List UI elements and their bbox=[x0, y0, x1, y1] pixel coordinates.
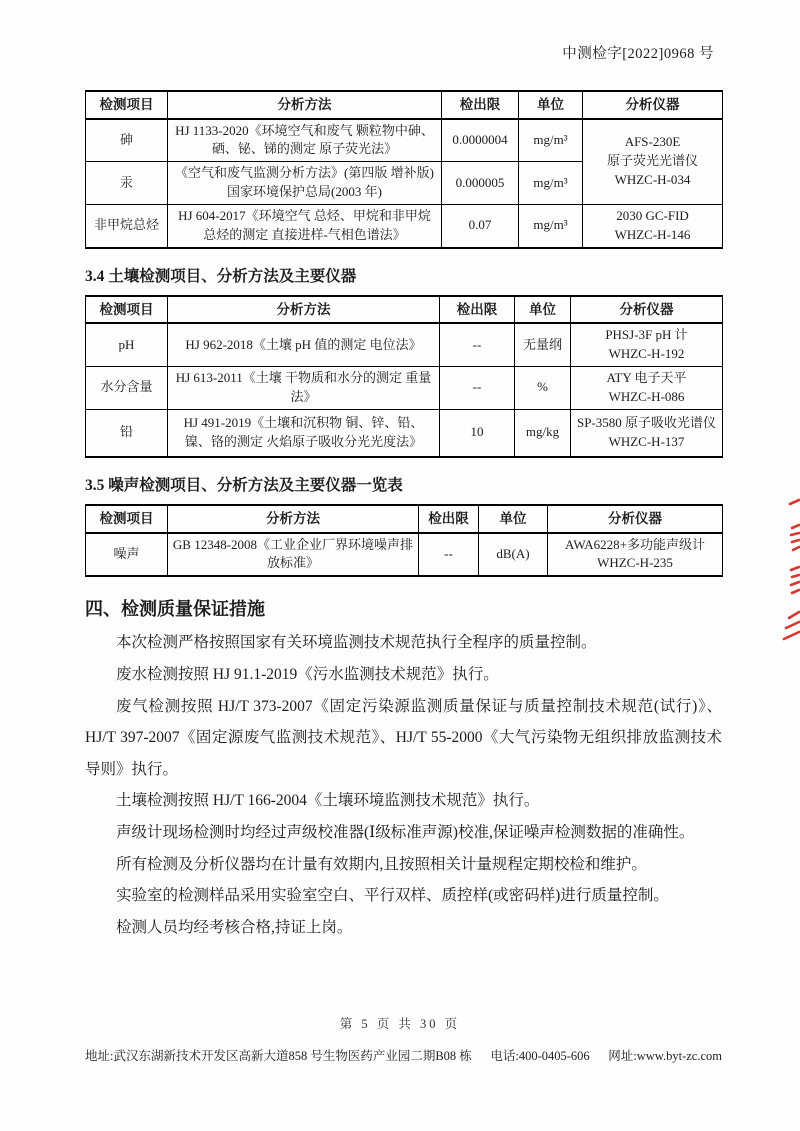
cell-limit: 0.0000004 bbox=[442, 119, 519, 162]
table-row bbox=[86, 366, 723, 409]
cell-limit: -- bbox=[440, 366, 515, 409]
col-header-instrument: 分析仪器 bbox=[548, 505, 723, 533]
cell-item: 砷 bbox=[86, 119, 168, 162]
cell-unit: 无量纲 bbox=[515, 323, 571, 366]
paragraph: 所有检测及分析仪器均在计量有效期内,且按照相关计量规程定期校检和维护。 bbox=[116, 855, 647, 873]
cell-instrument: PHSJ-3F pH 计 WHZC-H-192 bbox=[571, 323, 723, 366]
cell-item: 非甲烷总烃 bbox=[86, 204, 168, 247]
cell-unit: mg/m³ bbox=[519, 162, 583, 205]
paragraph: 本次检测严格按照国家有关环境监测技术规范执行全程序的质量控制。 bbox=[116, 634, 597, 652]
cell-instrument: SP-3580 原子吸收光谱仪 WHZC-H-137 bbox=[571, 409, 723, 457]
cell-limit: 0.000005 bbox=[442, 162, 519, 205]
paragraph: 土壤检测按照 HJ/T 166-2004《土壤环境监测技术规范》执行。 bbox=[116, 792, 540, 810]
col-header-item: 检测项目 bbox=[86, 505, 168, 533]
cell-item: 水分含量 bbox=[86, 366, 168, 409]
footer-address: 地址:武汉东湖新技术开发区高新大道858 号生物医药产业园二期B08 栋 bbox=[85, 1049, 472, 1063]
col-header-item: 检测项目 bbox=[86, 296, 168, 324]
col-header-unit: 单位 bbox=[519, 91, 583, 119]
cell-item: 铅 bbox=[86, 409, 168, 457]
col-header-limit: 检出限 bbox=[442, 91, 519, 119]
cell-unit: mg/kg bbox=[515, 409, 571, 457]
cell-method: 《空气和废气监测分析方法》(第四版 增补版)国家环境保护总局(2003 年) bbox=[168, 162, 442, 205]
col-header-method: 分析方法 bbox=[168, 505, 419, 533]
cell-item: pH bbox=[86, 323, 168, 366]
cell-instrument: 2030 GC-FID WHZC-H-146 bbox=[583, 204, 723, 247]
col-header-unit: 单位 bbox=[515, 296, 571, 324]
cell-unit: dB(A) bbox=[479, 533, 548, 577]
col-header-method: 分析方法 bbox=[168, 296, 440, 324]
section-heading-3-4: 3.4 土壤检测项目、分析方法及主要仪器 bbox=[85, 267, 357, 285]
cell-method: HJ 613-2011《土壤 干物质和水分的测定 重量法》 bbox=[168, 366, 440, 409]
cell-limit: 0.07 bbox=[442, 204, 519, 247]
red-seal-fragment bbox=[780, 498, 800, 648]
cell-limit: -- bbox=[440, 323, 515, 366]
col-header-instrument: 分析仪器 bbox=[571, 296, 723, 324]
cell-instrument-merged: AFS-230E 原子荧光光谱仪 WHZC-H-034 bbox=[583, 119, 723, 205]
paragraph: 废气检测按照 HJ/T 373-2007《固定污染源监测质量保证与质量控制技术规范(试行)》、HJ/T 397-2007《固定源废气监测技术规范》、HJ/T 55-2000《大气污染物无组织排放监测技术导则》执行。 bbox=[85, 697, 722, 778]
col-header-limit: 检出限 bbox=[440, 296, 515, 324]
page-content bbox=[85, 90, 722, 943]
section-heading-4: 四、检测质量保证措施 bbox=[85, 599, 265, 620]
cell-unit: % bbox=[515, 366, 571, 409]
table-row bbox=[86, 119, 723, 162]
col-header-item: 检测项目 bbox=[86, 91, 168, 119]
footer-contact-line bbox=[85, 1046, 722, 1064]
table-row bbox=[86, 323, 723, 366]
cell-method: HJ 962-2018《土壤 pH 值的测定 电位法》 bbox=[168, 323, 440, 366]
cell-method: HJ 491-2019《土壤和沉积物 铜、锌、铅、镍、铬的测定 火焰原子吸收分光光度法》 bbox=[168, 409, 440, 457]
air-analysis-table bbox=[85, 90, 723, 249]
footer-website: 网址:www.byt-zc.com bbox=[608, 1049, 722, 1063]
cell-instrument: ATY 电子天平 WHZC-H-086 bbox=[571, 366, 723, 409]
noise-analysis-table bbox=[85, 504, 723, 577]
table-row bbox=[86, 204, 723, 247]
paragraph: 实验室的检测样品采用实验室空白、平行双样、质控样(或密码样)进行质量控制。 bbox=[116, 887, 669, 905]
cell-limit: 10 bbox=[440, 409, 515, 457]
cell-instrument: AWA6228+多功能声级计 WHZC-H-235 bbox=[548, 533, 723, 577]
table-header-row bbox=[86, 296, 723, 324]
soil-analysis-table bbox=[85, 295, 723, 458]
table-header-row bbox=[86, 91, 723, 119]
col-header-unit: 单位 bbox=[479, 505, 548, 533]
col-header-method: 分析方法 bbox=[168, 91, 442, 119]
cell-method: HJ 1133-2020《环境空气和废气 颗粒物中砷、硒、铋、锑的测定 原子荧光法》 bbox=[168, 119, 442, 162]
doc-number: 中测检字[2022]0968 号 bbox=[562, 46, 714, 62]
page-number: 第 5 页 共 30 页 bbox=[339, 1017, 461, 1031]
table-row bbox=[86, 409, 723, 457]
cell-unit: mg/m³ bbox=[519, 204, 583, 247]
cell-item: 噪声 bbox=[86, 533, 168, 577]
seal-strokes-icon bbox=[780, 498, 800, 648]
col-header-instrument: 分析仪器 bbox=[583, 91, 723, 119]
cell-method: HJ 604-2017《环境空气 总烃、甲烷和非甲烷总烃的测定 直接进样-气相色谱法》 bbox=[168, 204, 442, 247]
table-header-row bbox=[86, 505, 723, 533]
cell-method: GB 12348-2008《工业企业厂界环境噪声排放标准》 bbox=[168, 533, 419, 577]
paragraph: 声级计现场检测时均经过声级校准器(Ⅰ级标准声源)校准,保证噪声检测数据的准确性。 bbox=[116, 823, 695, 841]
table-row bbox=[86, 533, 723, 577]
cell-unit: mg/m³ bbox=[519, 119, 583, 162]
section-heading-3-5: 3.5 噪声检测项目、分析方法及主要仪器一览表 bbox=[85, 477, 403, 495]
paragraph: 检测人员均经考核合格,持证上岗。 bbox=[116, 918, 353, 936]
cell-item: 汞 bbox=[86, 162, 168, 205]
footer-phone: 电话:400-0405-606 bbox=[490, 1049, 590, 1063]
paragraph: 废水检测按照 HJ 91.1-2019《污水监测技术规范》执行。 bbox=[116, 665, 499, 683]
cell-limit: -- bbox=[419, 533, 479, 577]
col-header-limit: 检出限 bbox=[419, 505, 479, 533]
